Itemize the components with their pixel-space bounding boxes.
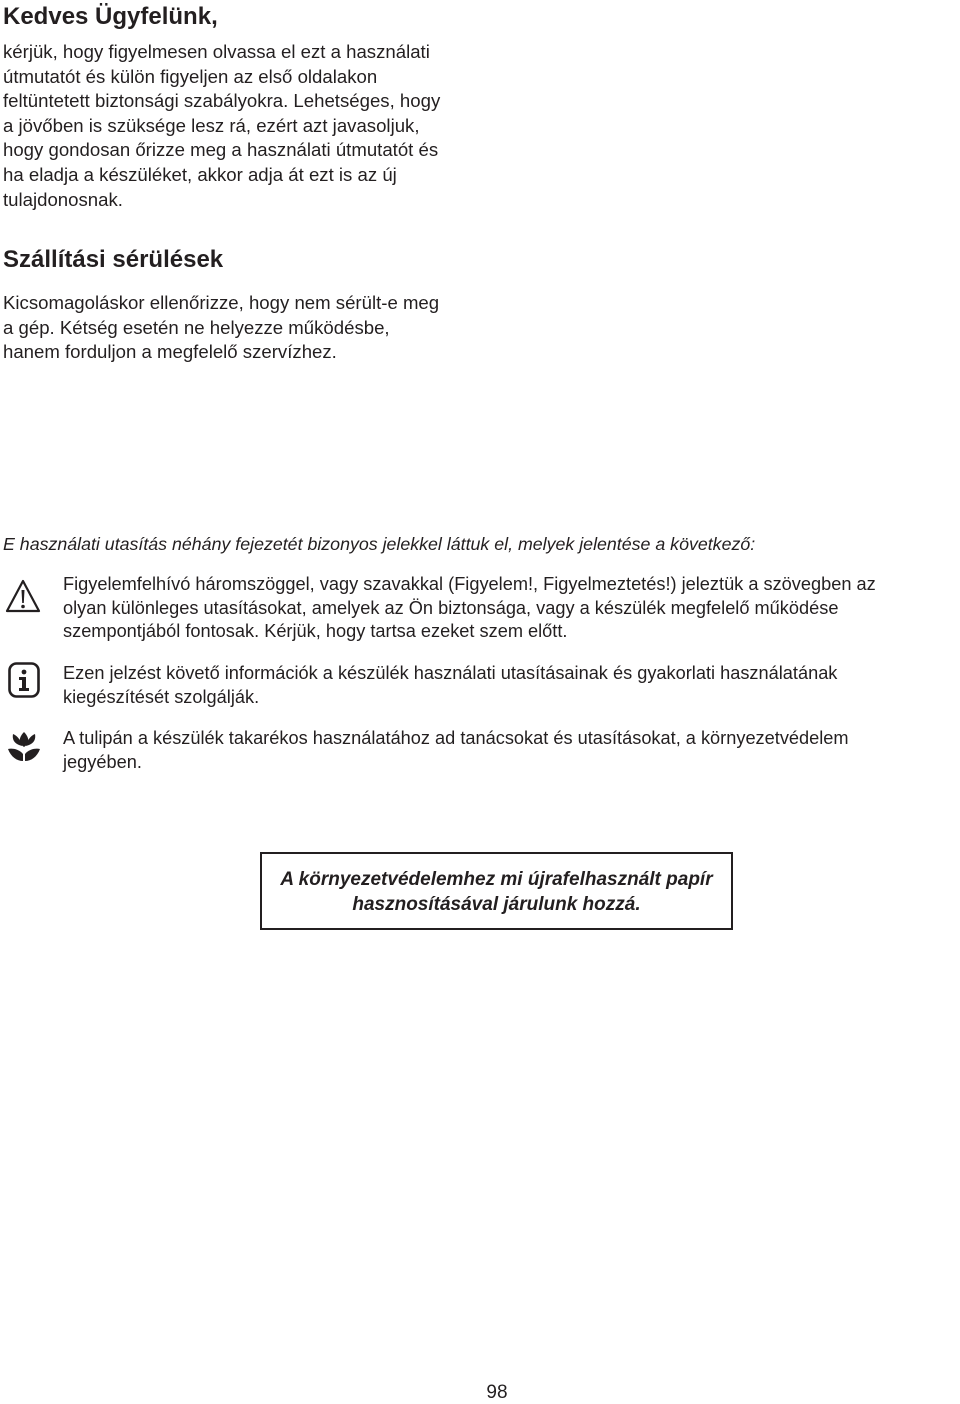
warning-line: szempontjából fontosak. Kérjük, hogy tartsa ezeket szem előtt.: [63, 621, 568, 642]
greeting-line: feltüntetett biztonsági szabályokra. Lehetséges, hogy: [3, 90, 441, 112]
warning-triangle-icon: [5, 578, 41, 614]
tulip-icon: [7, 728, 41, 762]
note-line: A környezetvédelemhez mi újrafelhasznált papír: [280, 869, 713, 890]
warning-description: [63, 573, 876, 644]
info-description: [63, 662, 837, 709]
warning-line: Figyelemfelhívó háromszöggel, vagy szavakkal (Figyelem!, Figyelmeztetés!) jeleztük a szövegben az: [63, 574, 876, 594]
tulip-line: jegyében.: [63, 751, 142, 772]
greeting-paragraph: [3, 40, 440, 212]
greeting-line: tulajdonosnak.: [3, 188, 123, 210]
note-line: hasznosításával járulunk hozzá.: [352, 894, 641, 915]
symbols-intro: E használati utasítás néhány fejezetét bizonyos jelekkel láttuk el, melyek jelentése a következő:: [3, 534, 756, 554]
info-icon: [8, 662, 40, 698]
transport-title: Szállítási sérülések: [3, 246, 224, 273]
info-line: kiegészítését szolgálják.: [63, 686, 260, 707]
greeting-line: ha eladja a készüléket, akkor adja át ezt is az új: [3, 163, 397, 185]
transport-line: Kicsomagoláskor ellenőrizze, hogy nem sérült-e meg: [3, 292, 440, 313]
transport-line: a gép. Kétség esetén ne helyezze működésbe,: [3, 316, 390, 338]
page-number: 98: [486, 1382, 508, 1403]
greeting-title: Kedves Ügyfelünk,: [3, 3, 218, 30]
greeting-line: hogy gondosan őrizze meg a használati útmutatót és: [3, 139, 439, 161]
info-line: Ezen jelzést követő információk a készülék használati utasításainak és gyakorlati használatának: [63, 663, 838, 683]
transport-line: hanem forduljon a megfelelő szervízhez.: [3, 341, 337, 363]
warning-line: olyan különleges utasításokat, amelyek az Ön biztonsága, vagy a készülék megfelelő működése: [63, 597, 839, 618]
tulip-description: [63, 727, 849, 774]
tulip-line: A tulipán a készülék takarékos használatához ad tanácsokat és utasításokat, a környezetvédelem: [63, 728, 849, 748]
greeting-line: a jövőben is szüksége lesz rá, ezért azt javasoljuk,: [3, 114, 420, 136]
recycled-paper-note: [260, 852, 733, 930]
greeting-line: kérjük, hogy figyelmesen olvassa el ezt a használati: [3, 41, 430, 62]
transport-paragraph: [3, 291, 439, 365]
greeting-line: útmutatót és külön figyeljen az első oldalakon: [3, 65, 378, 87]
